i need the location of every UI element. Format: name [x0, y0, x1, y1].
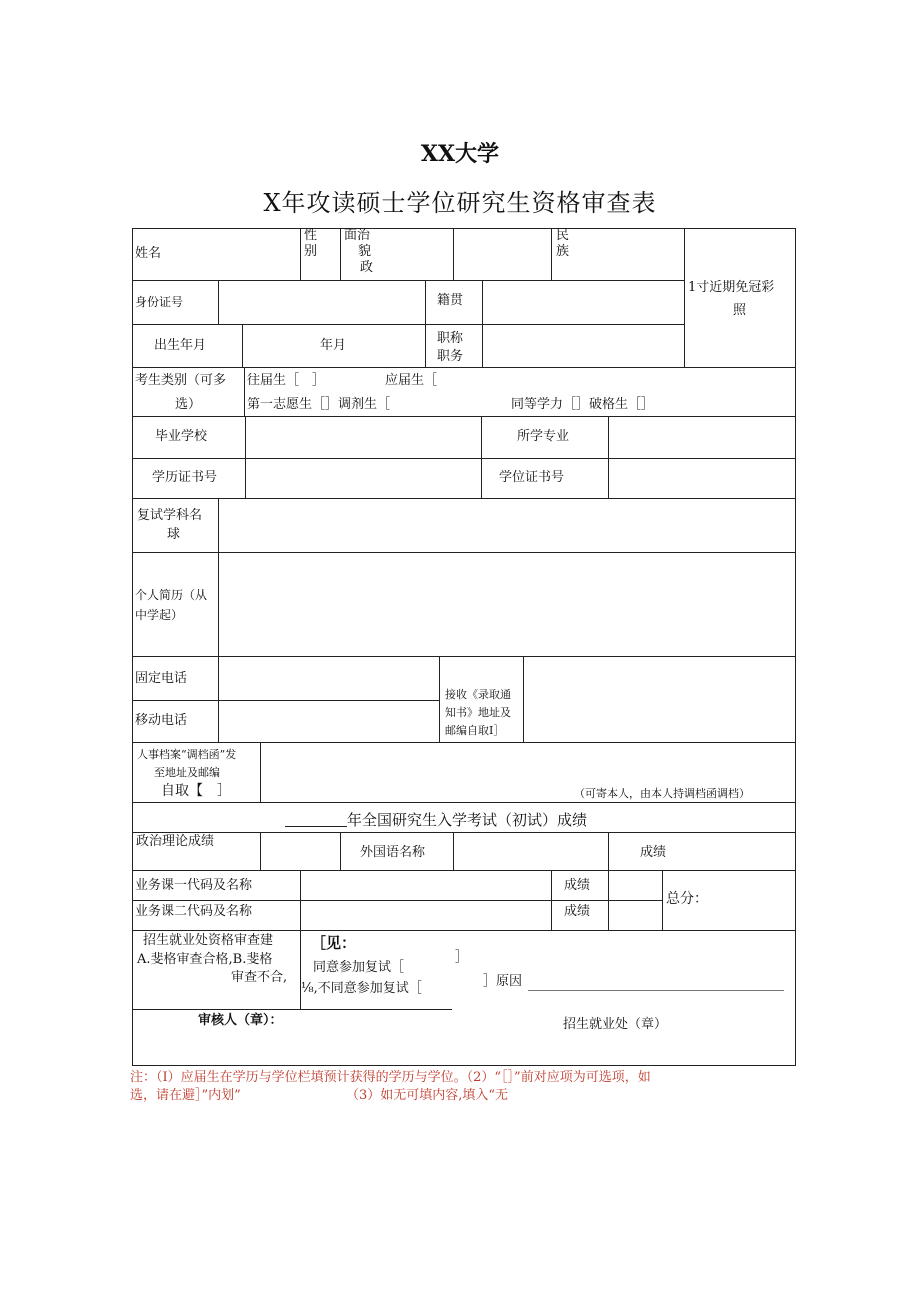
course2-label: 业务课二代码及名称: [135, 904, 253, 919]
gender-label-2: 别: [304, 244, 318, 259]
resume-label-1: 个人简历（从: [135, 588, 208, 602]
option-first-choice[interactable]: 第一志愿生［］调剂生［: [247, 397, 391, 412]
reviewer-label: 审核人（章）：: [198, 1013, 283, 1028]
id-label: 身份证号: [135, 295, 184, 309]
birth-label: 出生年月: [154, 338, 207, 353]
agree-option[interactable]: 同意参加复试［: [313, 960, 405, 975]
reason-line[interactable]: [528, 990, 784, 991]
mobile-label: 移动电话: [135, 713, 188, 728]
note-line-2b: （3）如无可填内容,填入“无: [346, 1088, 509, 1103]
option-previous-grad[interactable]: 往届生［ ］: [247, 373, 326, 388]
archive-label-2: 至地址及邮编: [154, 766, 220, 779]
exam-heading: [285, 811, 587, 830]
category-label-1: 考生类别（可多: [135, 373, 227, 388]
review-label-3: 审查不合,: [231, 970, 288, 985]
retest-label-2: 球: [167, 527, 181, 542]
foreign-score-label: 成绩: [640, 845, 667, 860]
native-label: 籍贯: [437, 293, 464, 308]
course2-score-label: 成绩: [564, 904, 591, 919]
political-label-1: 面治: [344, 228, 371, 243]
birth-value: 年月: [320, 338, 347, 353]
title-label-1: 职称: [437, 331, 464, 346]
archive-self-pick[interactable]: 自取【 ］: [161, 783, 231, 799]
political-label-3: 政: [360, 260, 374, 275]
total-score-label: 总分：: [666, 891, 708, 907]
foreign-language-label: 外国语名称: [360, 845, 426, 860]
ethnic-label-2: 族: [556, 244, 570, 259]
archive-label-1: 人事档案“调档函”发: [137, 748, 237, 761]
review-opinion: ［见：: [311, 934, 357, 952]
retest-label-1: 复试学科名: [137, 508, 203, 523]
politics-score-label: 政治理论成绩: [136, 834, 215, 849]
reason-label: ］原因: [483, 974, 523, 989]
grad-school-label: 毕业学校: [155, 429, 208, 444]
university-title: XX大学: [420, 141, 500, 167]
office-stamp-label: 招生就业处（章）: [563, 1017, 668, 1032]
option-fresh-grad[interactable]: 应届生［: [385, 373, 438, 388]
landline-label: 固定电话: [135, 671, 188, 686]
major-label: 所学专业: [517, 429, 570, 444]
degree-label: 学位证书号: [499, 470, 565, 485]
title-label-2: 职务: [437, 349, 464, 364]
exam-heading-text: 年全国研究生入学考试（初试）成绩: [347, 811, 588, 829]
archive-note: （可寄本人，由本人持调档函调档）: [574, 787, 750, 800]
ethnic-label-1: 民: [556, 228, 570, 243]
form-title: X年攻读硕士学位研究生资格审查表: [263, 189, 657, 217]
resume-label-2: 中学起）: [135, 608, 184, 622]
address-label-2: 知书》地址及: [445, 706, 511, 719]
disagree-option[interactable]: ⅛,不同意参加复试［: [301, 981, 422, 996]
agree-bracket-close: ］: [455, 950, 469, 965]
course1-label: 业务课一代码及名称: [135, 878, 253, 893]
address-label-3: 邮编自取Ⅰ］: [445, 724, 505, 737]
name-label: 姓名: [135, 246, 162, 261]
option-equivalent[interactable]: 同等学力［］破格生［］: [511, 397, 655, 412]
political-label-2: 貌: [358, 244, 372, 259]
course1-score-label: 成绩: [564, 878, 591, 893]
note-line-1: 注：（I）应届生在学历与学位栏填预计获得的学历与学位。（2）“［］”前对应项为可选项，如: [130, 1070, 651, 1085]
gender-label-1: 性: [304, 228, 318, 243]
review-label-2: A.斐格审查合格,B.斐格: [137, 952, 273, 967]
photo-line-1: 1寸近期免冠彩: [688, 280, 775, 295]
note-line-2a: 选，请在避］”内划”: [130, 1088, 241, 1103]
photo-line-2: 照: [733, 303, 747, 318]
diploma-label: 学历证书号: [152, 470, 218, 485]
review-label-1: 招生就业处资格审查建: [143, 933, 274, 948]
category-label-2: 选）: [175, 397, 202, 412]
address-label-1: 接收《录取通: [445, 688, 511, 701]
